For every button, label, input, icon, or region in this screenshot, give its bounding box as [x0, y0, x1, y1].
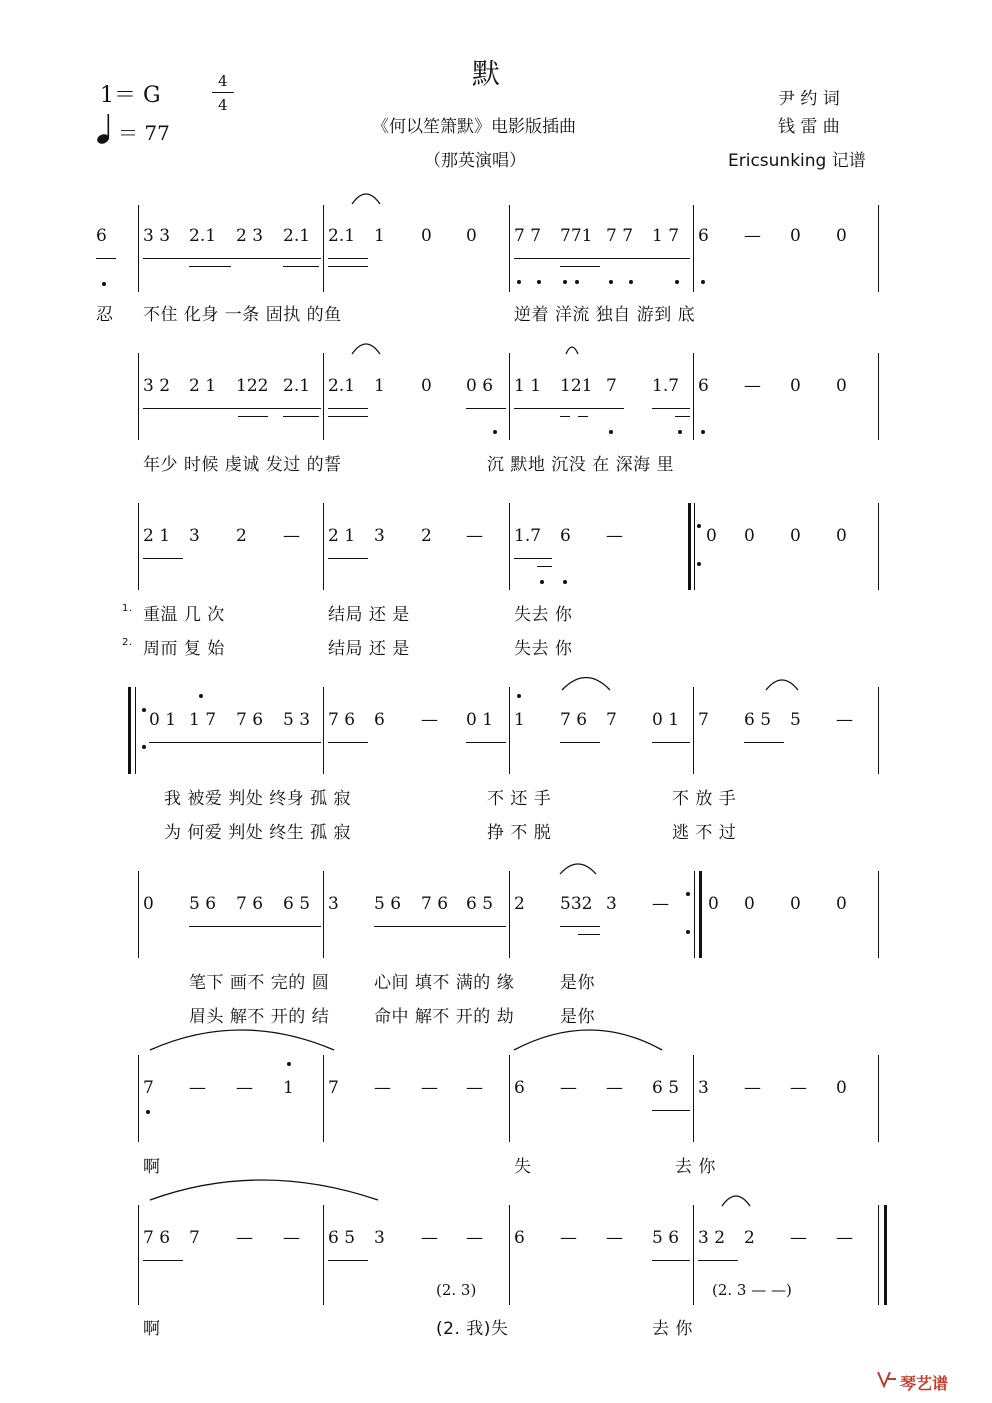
text-row2-m3-0: 1 1 — [514, 376, 542, 396]
text-row1-m1-2: 2 3 — [236, 226, 264, 246]
text-row1-m3-0: 7 7 — [514, 226, 542, 246]
text-row2-m4-1: — — [744, 376, 761, 396]
text-row3-verse2-3: 失去 你 — [514, 639, 573, 659]
text-row3-m2-0: 2 1 — [328, 526, 356, 546]
text-row4-m1-0: 0 1 — [149, 710, 177, 730]
tempo: ＝ 77 — [118, 121, 170, 145]
singer: （那英演唱） — [424, 151, 526, 171]
text-row5-m4-3: 0 — [836, 894, 847, 914]
text-row3-m3-0: 1.7 — [514, 526, 542, 546]
text-row6-lyrics-1: 失 — [514, 1157, 532, 1177]
text-row7-m1-2: — — [236, 1228, 253, 1248]
text-row2-m4-2: 0 — [790, 376, 801, 396]
text-row4-m1-2: 7 6 — [236, 710, 264, 730]
watermark: 琴艺谱 — [900, 1374, 949, 1393]
text-row4-m3-3: 0 1 — [652, 710, 680, 730]
time-signature-bottom: 4 — [218, 96, 228, 114]
watermark-logo-icon — [876, 1370, 898, 1392]
text-row4-verse1-1: 不 还 手 — [487, 789, 552, 809]
text-row7-lyrics-2: 去 你 — [652, 1319, 693, 1339]
text-row6-m1-3: 1 — [283, 1078, 294, 1098]
text-row4-m2-0: 7 6 — [328, 710, 356, 730]
text-row7-m3-3: 5 6 — [652, 1228, 680, 1248]
text-row4-m4-2: 5 — [790, 710, 801, 730]
text-row6-m1-2: — — [236, 1078, 253, 1098]
text-row3-verse1-0: 1. — [122, 603, 133, 614]
text-row5-verse1-0: 笔下 画不 完的 圆 — [189, 973, 330, 993]
text-row2-m2-3: 0 6 — [466, 376, 494, 396]
text-row3-m1-3: — — [283, 526, 300, 546]
text-row7-m3-1: — — [560, 1228, 577, 1248]
text-row6-m3-2: — — [606, 1078, 623, 1098]
text-row6-m4-3: 0 — [836, 1078, 847, 1098]
text-row2-m1-2: 122 — [236, 376, 269, 396]
text-row3-m4-1: 0 — [744, 526, 755, 546]
text-row6-m4-2: — — [790, 1078, 807, 1098]
text-row7-m1-0: 7 6 — [143, 1228, 171, 1248]
text-row7-m2-3: — — [466, 1228, 483, 1248]
text-row7-m1-3: — — [283, 1228, 300, 1248]
text-row5-m1-2: 7 6 — [236, 894, 264, 914]
text-row4-m3-2: 7 — [606, 710, 617, 730]
text-row3-m4-3: 0 — [836, 526, 847, 546]
text-row4-m3-1: 7 6 — [560, 710, 588, 730]
text-row5-m1-3: 6 5 — [283, 894, 311, 914]
text-row3-m2-1: 3 — [374, 526, 385, 546]
text-row6-m3-1: — — [560, 1078, 577, 1098]
text-row7-m4-2: — — [790, 1228, 807, 1248]
text-row3-m1-0: 2 1 — [143, 526, 171, 546]
text-row5-m3-2: 3 — [606, 894, 617, 914]
text-row3-verse2-1: 周而 复 始 — [143, 639, 225, 659]
text-row3-m3-1: 6 — [560, 526, 571, 546]
text-row2-m3-2: 7 — [606, 376, 617, 396]
text-row4-m3-0: 1 — [514, 710, 525, 730]
text-row6-m4-0: 3 — [698, 1078, 709, 1098]
text-row7-m1-1: 7 — [189, 1228, 200, 1248]
subtitle: 《何以笙箫默》电影版插曲 — [372, 117, 576, 137]
text-row7-alt1: (2. 3) — [436, 1281, 477, 1299]
text-row5-m3-3: — — [652, 894, 669, 914]
text-row6-lyrics-2: 去 你 — [675, 1157, 716, 1177]
text-row1-m3-2: 7 7 — [606, 226, 634, 246]
text-row6-m3-3: 6 5 — [652, 1078, 680, 1098]
text-row2-m2-1: 1 — [374, 376, 385, 396]
song-title: 默 — [472, 57, 501, 90]
text-row7-m2-0: 6 5 — [328, 1228, 356, 1248]
text-row5-m4-0: 0 — [708, 894, 719, 914]
text-row2-m1-1: 2 1 — [189, 376, 217, 396]
text-row6-m1-1: — — [189, 1078, 206, 1098]
text-row3-m3-2: — — [606, 526, 623, 546]
text-row1-m4-2: 0 — [790, 226, 801, 246]
text-row1-m4-1: — — [744, 226, 761, 246]
text-row4-m1-1: 1 7 — [189, 710, 217, 730]
text-row7-m3-0: 6 — [514, 1228, 525, 1248]
text-row1-m4-0: 6 — [698, 226, 709, 246]
text-row1-m3-1: 771 — [560, 226, 593, 246]
transcriber: Ericsunking 记谱 — [728, 151, 866, 171]
text-row1-m1-3: 2.1 — [283, 226, 311, 246]
text-row7-m2-1: 3 — [374, 1228, 385, 1248]
text-row3-verse1-1: 重温 几 次 — [143, 605, 225, 625]
text-row2-m4-3: 0 — [836, 376, 847, 396]
text-row5-m3-1: 532 — [560, 894, 593, 914]
text-row4-m1-3: 5 3 — [283, 710, 311, 730]
text-row3-m1-1: 3 — [189, 526, 200, 546]
pickup-note: 6 — [96, 226, 107, 246]
text-row5-m2-3: 6 5 — [466, 894, 494, 914]
text-row6-m2-3: — — [466, 1078, 483, 1098]
text-row5-verse1-2: 是你 — [560, 973, 595, 993]
text-row7-m4-0: 3 2 — [698, 1228, 726, 1248]
key-signature: 1＝ G — [100, 83, 161, 108]
text-row5-m1-1: 5 6 — [189, 894, 217, 914]
text-row5-verse2-0: 眉头 解不 开的 结 — [189, 1007, 330, 1027]
text-row5-verse2-2: 是你 — [560, 1007, 595, 1027]
text-row4-m2-2: — — [421, 710, 438, 730]
text-row2-lyrics-0: 年少 时候 虔诚 发过 的誓 — [143, 455, 342, 475]
text-row2-m2-2: 0 — [421, 376, 432, 396]
text-row6-m2-0: 7 — [328, 1078, 339, 1098]
text-row1-m2-3: 0 — [466, 226, 477, 246]
text-row7-m3-2: — — [606, 1228, 623, 1248]
text-row2-m3-1: 121 — [560, 376, 593, 396]
text-row4-m2-1: 6 — [374, 710, 385, 730]
text-row4-m4-1: 6 5 — [744, 710, 772, 730]
text-row7-alt2: (2. 3 — —) — [712, 1281, 792, 1299]
text-row2-lyrics-1: 沉 默地 沉没 在 深海 里 — [487, 455, 675, 475]
text-row5-m4-2: 0 — [790, 894, 801, 914]
text-row3-m2-3: — — [466, 526, 483, 546]
text-row1-m2-1: 1 — [374, 226, 385, 246]
text-row4-verse1-0: 我 被爱 判处 终身 孤 寂 — [164, 789, 352, 809]
text-row1-lyrics-0: 忍 — [96, 305, 114, 325]
text-row4-verse2-0: 为 何爱 判处 终生 孤 寂 — [164, 823, 352, 843]
text-row7-lyrics-1: (2. 我)失 — [436, 1319, 509, 1339]
text-row5-verse2-1: 命中 解不 开的 劫 — [374, 1007, 515, 1027]
text-row2-m1-0: 3 2 — [143, 376, 171, 396]
text-row1-m2-2: 0 — [421, 226, 432, 246]
text-row2-m4-0: 6 — [698, 376, 709, 396]
composer: 钱 雷 曲 — [778, 117, 840, 137]
text-row1-m2-0: 2.1 — [328, 226, 356, 246]
text-row4-verse2-2: 逃 不 过 — [672, 823, 737, 843]
text-row1-lyrics-1: 不住 化身 一条 固执 的鱼 — [143, 305, 342, 325]
text-row1-lyrics-2: 逆着 洋流 独自 游到 底 — [514, 305, 696, 325]
text-row4-verse2-1: 挣 不 脱 — [487, 823, 552, 843]
text-row3-verse1-2: 结局 还 是 — [328, 605, 410, 625]
text-row7-m4-1: 2 — [744, 1228, 755, 1248]
time-signature-top: 4 — [218, 72, 228, 90]
text-row3-m4-0: 0 — [706, 526, 717, 546]
text-row3-verse2-2: 结局 还 是 — [328, 639, 410, 659]
text-row7-m4-3: — — [836, 1228, 853, 1248]
text-row6-m2-1: — — [374, 1078, 391, 1098]
text-row6-m2-2: — — [421, 1078, 438, 1098]
text-row6-m3-0: 6 — [514, 1078, 525, 1098]
text-row4-m2-3: 0 1 — [466, 710, 494, 730]
text-row2-m3-3: 1.7 — [652, 376, 680, 396]
text-row3-m4-2: 0 — [790, 526, 801, 546]
text-row6-lyrics-0: 啊 — [143, 1157, 161, 1177]
text-row4-m4-3: — — [836, 710, 853, 730]
text-row1-m3-3: 1 7 — [652, 226, 680, 246]
text-row2-m2-0: 2.1 — [328, 376, 356, 396]
text-row3-verse1-3: 失去 你 — [514, 605, 573, 625]
text-row5-m2-0: 3 — [328, 894, 339, 914]
text-row4-verse1-2: 不 放 手 — [672, 789, 737, 809]
lyricist: 尹 约 词 — [778, 89, 840, 109]
text-row1-m1-1: 2.1 — [189, 226, 217, 246]
text-row6-m4-1: — — [744, 1078, 761, 1098]
text-row5-m2-2: 7 6 — [421, 894, 449, 914]
text-row5-m4-1: 0 — [744, 894, 755, 914]
text-row4-m4-0: 7 — [698, 710, 709, 730]
text-row6-m1-0: 7 — [143, 1078, 154, 1098]
text-row3-m2-2: 2 — [421, 526, 432, 546]
text-row1-m4-3: 0 — [836, 226, 847, 246]
text-row5-m2-1: 5 6 — [374, 894, 402, 914]
text-row1-m1-0: 3 3 — [143, 226, 171, 246]
text-row5-verse1-1: 心间 填不 满的 缘 — [374, 973, 515, 993]
text-row2-m1-3: 2.1 — [283, 376, 311, 396]
text-row3-verse2-0: 2. — [122, 637, 133, 648]
text-row5-m1-0: 0 — [143, 894, 154, 914]
text-row7-m2-2: — — [421, 1228, 438, 1248]
text-row3-m1-2: 2 — [236, 526, 247, 546]
text-row7-lyrics-0: 啊 — [143, 1319, 161, 1339]
text-row5-m3-0: 2 — [514, 894, 525, 914]
